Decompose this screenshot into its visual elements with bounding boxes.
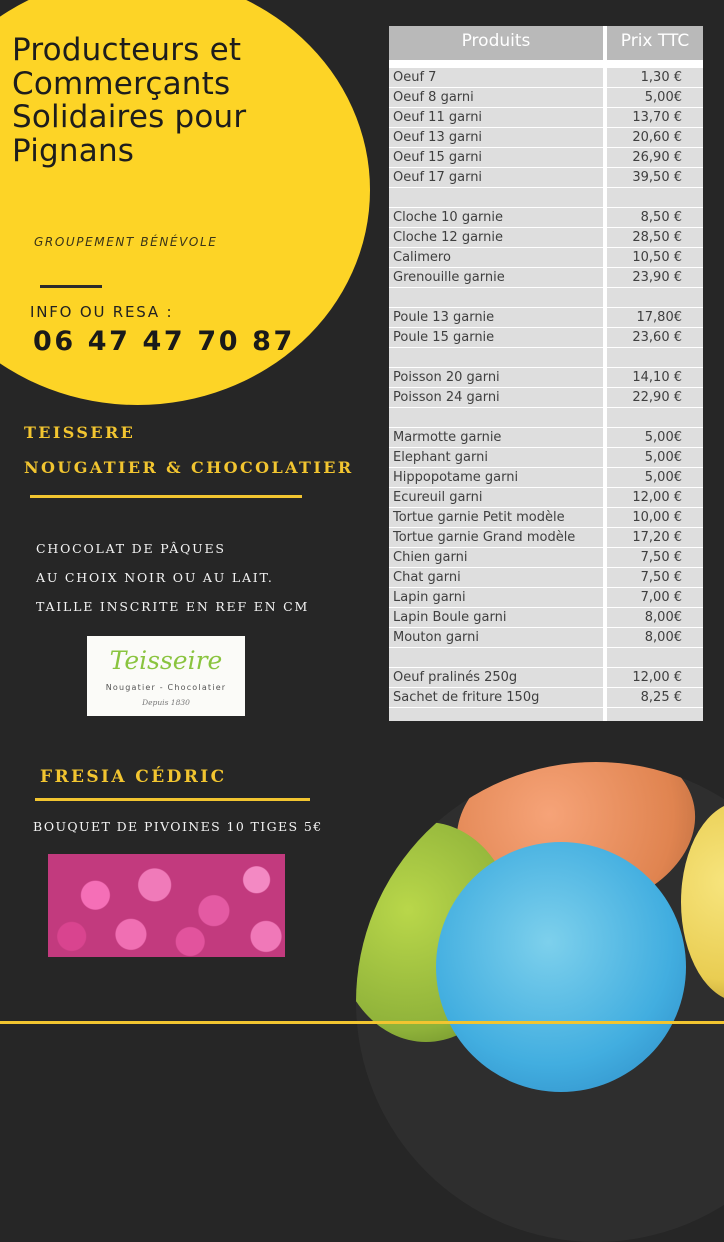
table-row xyxy=(389,288,703,308)
product-price: 10,50 € xyxy=(632,250,682,265)
product-name: Poule 15 garnie xyxy=(393,330,495,345)
product-name: Poisson 24 garni xyxy=(393,390,500,405)
product-name: Chat garni xyxy=(393,570,461,585)
divider xyxy=(35,798,310,801)
product-name: Oeuf 15 garni xyxy=(393,150,483,165)
table-row xyxy=(389,408,703,428)
product-name: Tortue garnie Grand modèle xyxy=(393,530,576,545)
product-price: 13,70 € xyxy=(632,110,682,125)
table-row xyxy=(389,308,703,328)
table-row xyxy=(389,188,703,208)
product-price: 10,00 € xyxy=(632,510,682,525)
column-separator xyxy=(603,26,607,721)
product-name: Tortue garnie Petit modèle xyxy=(393,510,565,525)
detail-line: AU CHOIX NOIR OU AU LAIT. xyxy=(36,570,274,585)
product-name: Lapin garni xyxy=(393,590,466,605)
title-line: Producteurs et xyxy=(12,32,242,68)
table-row xyxy=(389,588,703,608)
teisseire-logo xyxy=(87,636,245,716)
product-price: 5,00€ xyxy=(644,430,682,445)
product-name: Oeuf 11 garni xyxy=(393,110,483,125)
product-price: 20,60 € xyxy=(632,130,682,145)
product-price: 1,30 € xyxy=(640,70,682,85)
product-name: Lapin Boule garni xyxy=(393,610,507,625)
product-price: 8,50 € xyxy=(640,210,682,225)
table-row xyxy=(389,628,703,648)
title-line: Solidaires pour xyxy=(12,99,247,135)
table-row xyxy=(389,228,703,248)
product-price: 8,00€ xyxy=(644,630,682,645)
product-price: 12,00 € xyxy=(632,490,682,505)
page-title xyxy=(12,34,332,168)
product-name: Oeuf pralinés 250g xyxy=(393,670,518,685)
table-row xyxy=(389,208,703,228)
product-name: Oeuf 8 garni xyxy=(393,90,474,105)
peonies-image xyxy=(48,854,285,957)
detail-line: CHOCOLAT DE PÂQUES xyxy=(36,541,226,556)
product-name: Poisson 20 garni xyxy=(393,370,500,385)
vendor1-name: TEISSERE xyxy=(24,423,136,442)
product-price: 23,90 € xyxy=(632,270,682,285)
title-line: Pignans xyxy=(12,132,135,169)
table-row xyxy=(389,248,703,268)
table-row xyxy=(389,328,703,348)
divider xyxy=(30,495,302,498)
table-row xyxy=(389,468,703,488)
product-price: 17,20 € xyxy=(632,530,682,545)
blue-egg xyxy=(436,842,686,1092)
table-row xyxy=(389,528,703,548)
product-name: Cloche 10 garnie xyxy=(393,210,504,225)
table-row xyxy=(389,88,703,108)
table-row xyxy=(389,648,703,668)
table-row xyxy=(389,108,703,128)
product-name: Ecureuil garni xyxy=(393,490,483,505)
product-price: 7,00 € xyxy=(640,590,682,605)
table-row xyxy=(389,448,703,468)
product-price: 5,00€ xyxy=(644,470,682,485)
price-table xyxy=(389,26,703,721)
product-name: Sachet de friture 150g xyxy=(393,690,540,705)
table-row xyxy=(389,688,703,708)
product-price: 26,90 € xyxy=(632,150,682,165)
product-price: 8,25 € xyxy=(640,690,682,705)
table-row xyxy=(389,368,703,388)
logo-since: Depuis 1830 xyxy=(142,698,190,707)
table-row xyxy=(389,388,703,408)
phone-number[interactable]: 06 47 47 70 87 xyxy=(33,326,295,357)
product-name: Chien garni xyxy=(393,550,468,565)
product-price: 17,80€ xyxy=(636,310,682,325)
product-name: Cloche 12 garnie xyxy=(393,230,504,245)
title-line: Commerçants xyxy=(12,65,231,102)
vendor2-name: FRESIA CÉDRIC xyxy=(40,767,227,787)
info-label: INFO OU RESA : xyxy=(30,303,174,321)
product-price: 7,50 € xyxy=(640,550,682,565)
product-name: Oeuf 17 garni xyxy=(393,170,483,185)
product-price: 5,00€ xyxy=(644,90,682,105)
table-row xyxy=(389,488,703,508)
product-name: Oeuf 13 garni xyxy=(393,130,483,145)
product-name: Marmotte garnie xyxy=(393,430,502,445)
vendor1-details xyxy=(36,539,309,626)
table-row xyxy=(389,508,703,528)
table-row xyxy=(389,428,703,448)
product-price: 8,00€ xyxy=(644,610,682,625)
product-name: Calimero xyxy=(393,250,451,265)
table-row xyxy=(389,568,703,588)
product-price: 23,60 € xyxy=(632,330,682,345)
product-price: 12,00 € xyxy=(632,670,682,685)
product-price: 7,50 € xyxy=(640,570,682,585)
product-price: 39,50 € xyxy=(632,170,682,185)
product-name: Hippopotame garni xyxy=(393,470,519,485)
product-name: Elephant garni xyxy=(393,450,488,465)
product-name: Oeuf 7 xyxy=(393,70,437,85)
header-gap xyxy=(389,60,703,68)
product-price: 14,10 € xyxy=(632,370,682,385)
product-price: 5,00€ xyxy=(644,450,682,465)
easter-eggs-image xyxy=(356,762,724,1242)
product-name: Grenouille garnie xyxy=(393,270,505,285)
table-row xyxy=(389,168,703,188)
table-row xyxy=(389,148,703,168)
vendor1-subtitle: NOUGATIER & CHOCOLATIER xyxy=(24,458,354,477)
product-price: 22,90 € xyxy=(632,390,682,405)
logo-script: Teisseire xyxy=(109,646,223,675)
column-header-product: Produits xyxy=(389,26,603,60)
product-name: Poule 13 garnie xyxy=(393,310,495,325)
table-row xyxy=(389,128,703,148)
group-label: GROUPEMENT BÉNÉVOLE xyxy=(34,235,218,249)
table-row xyxy=(389,548,703,568)
product-price: 28,50 € xyxy=(632,230,682,245)
product-name: Mouton garni xyxy=(393,630,480,645)
vendor2-offer: BOUQUET DE PIVOINES 10 TIGES 5€ xyxy=(33,819,323,834)
column-header-price: Prix TTC xyxy=(607,26,703,60)
table-row xyxy=(389,68,703,88)
logo-sub: Nougatier - Chocolatier xyxy=(105,683,227,692)
detail-line: TAILLE INSCRITE EN REF EN CM xyxy=(36,599,310,614)
table-row xyxy=(389,668,703,688)
divider xyxy=(40,285,102,288)
table-row xyxy=(389,608,703,628)
table-row xyxy=(389,268,703,288)
table-row xyxy=(389,348,703,368)
